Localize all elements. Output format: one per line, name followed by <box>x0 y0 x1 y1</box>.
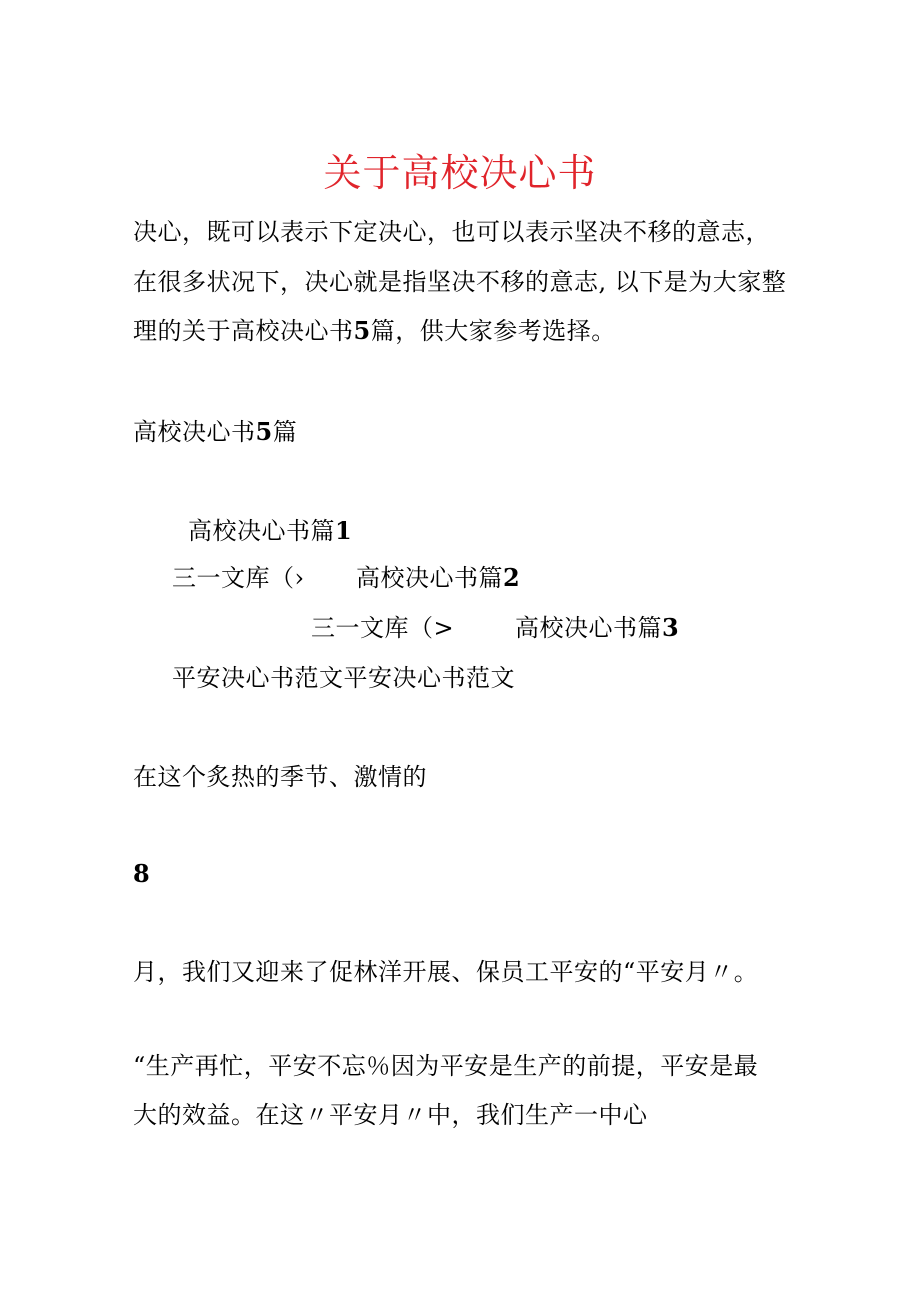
toc-item-2[interactable] <box>356 562 520 594</box>
body-paragraph-2: 8 <box>133 859 151 888</box>
toc-item-1-text: 高校决心书篇 <box>188 517 335 545</box>
toc-item-2-number: 2 <box>503 563 521 592</box>
body-paragraph-4-line-2: 大的效益。在这〃平安月〃中，我们生产一中心 <box>133 1101 648 1129</box>
intro-line-1: 决心，既可以表示下定决心，也可以表示坚决不移的意志， <box>133 218 770 246</box>
toc-source-2: 三一文库（› <box>172 564 305 592</box>
toc-subtitle: 平安决心书范文平安决心书范文 <box>172 664 515 692</box>
toc-source-3: 三一文库（> <box>311 614 455 642</box>
toc-item-2-text: 高校决心书篇 <box>356 564 503 592</box>
list-heading <box>133 416 297 448</box>
toc-item-1-number: 1 <box>335 516 353 545</box>
body-paragraph-3: 月，我们又迎来了促林洋开展、保员工平安的“平安月〃。 <box>133 958 759 986</box>
body-paragraph-4-line-1: “生产再忙，平安不忘％因为平安是生产的前提，平安是最 <box>133 1052 759 1080</box>
list-heading-tail: 篇 <box>272 418 298 446</box>
body-paragraph-1: 在这个炙热的季节、激情的 <box>133 763 427 791</box>
intro-line-3-number: 5 <box>353 316 371 345</box>
intro-line-3 <box>133 315 616 347</box>
intro-line-2: 在很多状况下，决心就是指坚决不移的意志, 以下是为大家整 <box>133 268 787 296</box>
intro-line-3-text: 理的关于高校决心书 <box>133 317 354 345</box>
list-heading-number: 5 <box>255 417 273 446</box>
intro-line-3-tail: 篇，供大家参考选择。 <box>370 317 616 345</box>
toc-item-1[interactable] <box>188 515 352 547</box>
document-title: 关于高校决心书 <box>323 151 597 195</box>
toc-item-3-text: 高校决心书篇 <box>515 614 662 642</box>
list-heading-text: 高校决心书 <box>133 418 256 446</box>
toc-item-3-number: 3 <box>662 613 680 642</box>
toc-item-3[interactable] <box>515 612 679 644</box>
